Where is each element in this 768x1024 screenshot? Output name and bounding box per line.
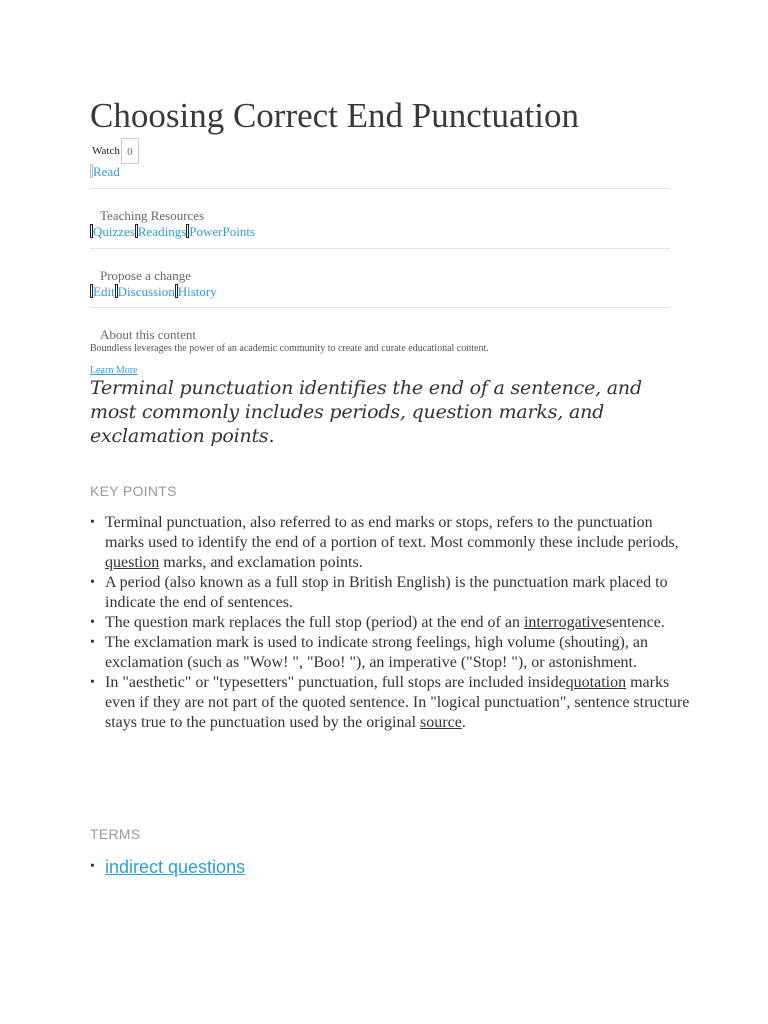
- key-points-list: [90, 513, 695, 733]
- list-item-text: .: [461, 714, 466, 731]
- about-text: Boundless leverages the power of an academic community to create and curate educational content.: [90, 343, 489, 354]
- list-item-text: sentence.: [605, 614, 665, 631]
- list-item: [105, 513, 695, 573]
- term-link-indirect-questions[interactable]: indirect questions: [105, 857, 246, 877]
- list-item-text: The exclamation mark is used to indicate strong feelings, high volume (shouting), an exclamation (such as "Wow! ", "Boo! "), an imperative ("Stop! "), or astonishment.: [105, 634, 648, 671]
- discussion-link[interactable]: Discussion: [117, 284, 175, 299]
- key-points-heading: KEY POINTS: [90, 483, 177, 499]
- list-item-text: In "aesthetic" or "typesetters" punctuation, full stops are included inside: [105, 674, 566, 691]
- teaching-resources-links: [90, 224, 255, 240]
- propose-change-heading: Propose a change: [100, 268, 191, 283]
- watch-count-badge: 0: [121, 138, 139, 164]
- readings-link[interactable]: Readings: [137, 224, 187, 239]
- quizzes-link[interactable]: Quizzes: [93, 224, 135, 239]
- list-item-text: The question mark replaces the full stop (period) at the end of an: [105, 614, 524, 631]
- list-item: [105, 857, 245, 878]
- divider: [90, 248, 670, 249]
- lead-summary: Terminal punctuation identifies the end of a sentence, and most commonly includes periods, question marks, and exclamation points.: [90, 377, 642, 447]
- list-item: [105, 633, 695, 673]
- watch-button[interactable]: Watch: [92, 145, 120, 157]
- about-heading: About this content: [100, 327, 197, 342]
- page-title: Choosing Correct End Punctuation: [90, 96, 579, 135]
- watch-widget: [92, 137, 139, 165]
- list-item: [105, 673, 695, 733]
- terms-heading: TERMS: [90, 826, 141, 842]
- teaching-resources-heading: Teaching Resources: [100, 208, 205, 223]
- list-item-text: A period (also known as a full stop in British English) is the punctuation mark placed to indicate the end of sentences.: [105, 574, 668, 611]
- read-link[interactable]: Read: [93, 164, 120, 179]
- quotation-term-link[interactable]: quotation: [565, 674, 627, 691]
- source-term-link[interactable]: source: [420, 714, 462, 731]
- terms-list: [90, 857, 245, 878]
- powerpoints-link[interactable]: PowerPoints: [189, 224, 255, 239]
- learn-more-link[interactable]: Learn More: [90, 365, 138, 376]
- propose-change-links: [90, 284, 217, 300]
- interrogative-term-link[interactable]: interrogative: [523, 614, 606, 631]
- edit-link[interactable]: Edit: [93, 284, 115, 299]
- question-term-link[interactable]: question: [105, 554, 160, 571]
- divider: [90, 188, 670, 189]
- divider: [90, 307, 670, 308]
- list-item-text: marks, and exclamation points.: [159, 554, 363, 571]
- list-item: [105, 613, 695, 633]
- read-row: [90, 164, 120, 180]
- list-item-text: marks even if they are not part of the quoted sentence. In "logical punctuation", sentence structure stays true to the punctuation used by the original: [105, 674, 690, 731]
- history-link[interactable]: History: [177, 284, 217, 299]
- list-item: [105, 573, 695, 613]
- list-item-text: Terminal punctuation, also referred to as end marks or stops, refers to the punctuation marks used to identify the end of a portion of text. Most commonly these include periods,: [105, 514, 679, 551]
